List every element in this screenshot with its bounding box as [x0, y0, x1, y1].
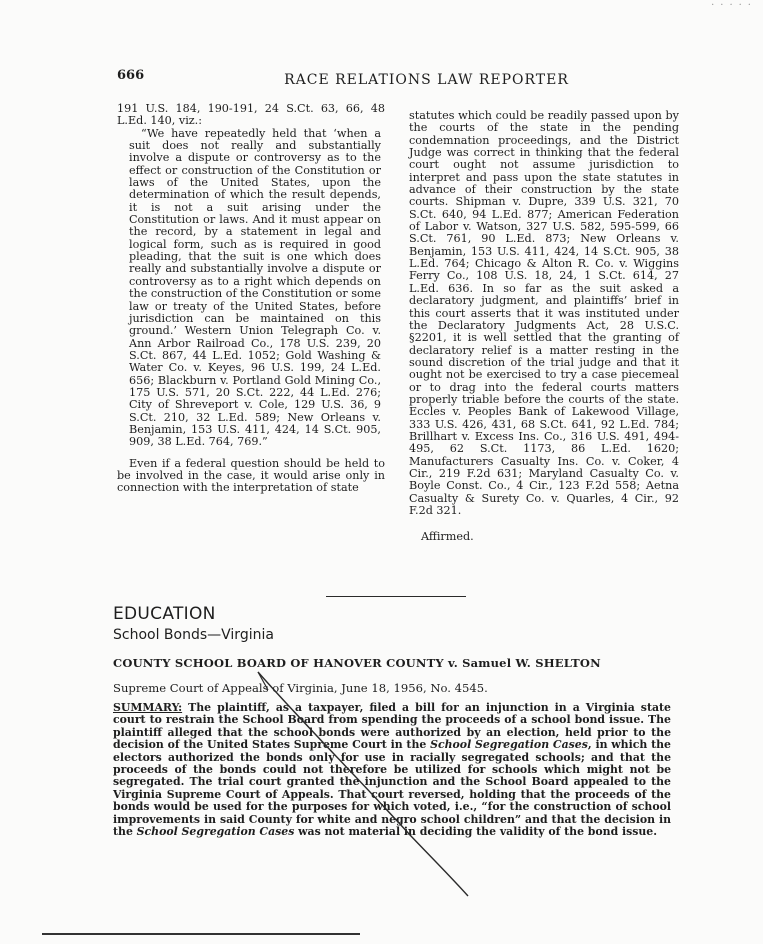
- page-number: 666: [117, 68, 145, 83]
- section-title: EDUCATION: [113, 604, 216, 624]
- summary-text-2: , in which the electors authorized the bonds only for use in racially segregated schools; and that the proceeds of the bonds could not therefore be utilized for schools which might not be segregated. The trial court granted the injunction and the School Board appealed to the Virginia Supreme Court of Appeals. That court reversed, holding that the proceeds of the bonds would be used for the purposes for which voted, i.e., “for the construction of school improvements in said County for white and negro school children” and that the decision in the: [113, 738, 671, 839]
- court-line: Supreme Court of Appeals of Virginia, June 18, 1956, No. 4545.: [113, 681, 488, 695]
- summary-case-ref-1: School Segregation Cases: [430, 738, 588, 752]
- left-paragraph: Even if a federal question should be held to be involved in the case, it would arise only in connection with the interpretation of state: [117, 456, 385, 495]
- summary-text-1: The plaintiff, as a taxpayer, filed a bill for an injunction in a Virginia state court to restrain the School Board from spending the proceeds of a school bond issue. The plaintiff alleged that the school bonds were authorized by an election, held prior to the decision of the United States Supreme Court in the: [113, 701, 671, 752]
- summary-label: SUMMARY:: [113, 701, 183, 714]
- block-quote: “We have repeatedly held that ‘when a suit does not really and substantially involve a dispute or controversy as to the effect or construction of the Constitution or laws of the United States, upon the determination of which the result depends, it is not a suit arising under the Constitution or laws. And it must appear on the record, by a statement in legal and logical form, such as is required in good pleading, that the suit is one which does really and substantially involve a dispute or controversy as to a right which depends on the construction of the Constitution or some law or treaty of the United States, before jurisdiction can be maintained on this ground.’ Western Union Telegraph Co. v. Ann Arbor Railroad Co., 178 U.S. 239, 20 S.Ct. 867, 44 L.Ed. 1052; Gold Washing & Water Co. v. Keyes, 96 U.S. 199, 24 L.Ed. 656; Blackburn v. Portland Gold Mining Co., 175 U.S. 571, 20 S.Ct. 222, 44 L.Ed. 276; City of Shreveport v. Cole, 129 U.S. 36, 9 S.Ct. 210, 32 L.Ed. 589; New Orleans v. Benjamin, 153 U.S. 411, 424, 14 S.Ct. 905, 909, 38 L.Ed. 764, 769.”: [129, 126, 381, 449]
- running-head: RACE RELATIONS LAW REPORTER: [284, 72, 569, 88]
- section-divider: [326, 596, 466, 597]
- left-column: [117, 103, 385, 495]
- summary-text-3: was not material in deciding the validity of the bond issue.: [294, 825, 658, 839]
- right-paragraph: statutes which could be readily passed upon by the courts of the state in the pending condemnation proceedings, and the District Judge was correct in thinking that the federal court ought not assume jurisdiction to interpret and pass upon the state statutes in advance of their construction by the state courts. Shipman v. Dupre, 339 U.S. 321, 70 S.Ct. 640, 94 L.Ed. 877; American Federation of Labor v. Watson, 327 U.S. 582, 595-599, 66 S.Ct. 761, 90 L.Ed. 873; New Orleans v. Benjamin, 153 U.S. 411, 424, 14 S.Ct. 905, 38 L.Ed. 764; Chicago & Alton R. Co. v. Wiggins Ferry Co., 108 U.S. 18, 24, 1 S.Ct. 614, 27 L.Ed. 636. In so far as the suit asked a declaratory judgment, and plaintiffs’ brief in this court asserts that it was instituted under the Declaratory Judgments Act, 28 U.S.C. §2201, it is well settled that the granting of declaratory relief is a matter resting in the sound discretion of the trial judge and that it ought not be exercised to try a case piecemeal or to drag into the federal courts matters properly triable before the courts of the state. Eccles v. Peoples Bank of Lakewood Village, 333 U.S. 426, 431, 68 S.Ct. 641, 92 L.Ed. 784; Brillhart v. Excess Ins. Co., 316 U.S. 491, 494-495, 62 S.Ct. 1173, 86 L.Ed. 1620; Manufacturers Casualty Ins. Co. v. Coker, 4 Cir., 219 F.2d 631; Maryland Casualty Co. v. Boyle Const. Co., 4 Cir., 123 F.2d 558; Aetna Casualty & Surety Co. v. Quarles, 4 Cir., 92 F.2d 321.: [409, 109, 679, 517]
- scan-bottom-edge: [42, 933, 360, 935]
- case-title: COUNTY SCHOOL BOARD OF HANOVER COUNTY v. Samuel W. SHELTON: [113, 656, 601, 670]
- citation-intro: 191 U.S. 184, 190-191, 24 S.Ct. 63, 66, 48 L.Ed. 140, viz.:: [117, 102, 385, 128]
- affirmed-line: Affirmed.: [421, 530, 474, 544]
- right-column: [409, 110, 679, 544]
- section-subtitle: School Bonds—Virginia: [113, 627, 274, 643]
- summary-case-ref-2: School Segregation Cases: [136, 825, 295, 839]
- case-summary: [113, 702, 671, 838]
- scan-edge-marks: ·····: [711, 0, 757, 11]
